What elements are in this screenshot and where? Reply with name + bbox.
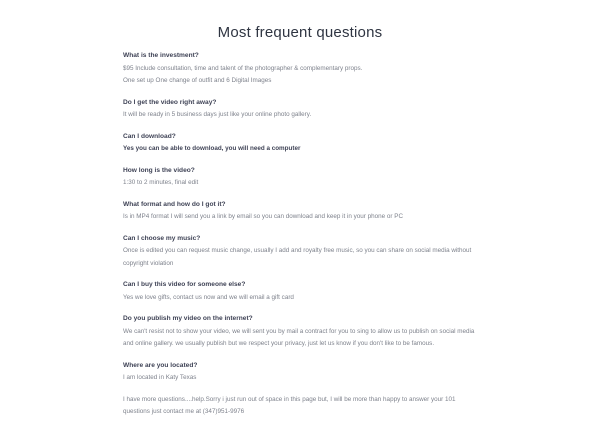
question-heading: What is the investment? xyxy=(123,52,199,59)
answer-text: Is in MP4 format I will send you a link by email so you can download and keep it in your phone or PC xyxy=(123,213,404,220)
answer-text: It will be ready in 5 business days just like your online photo gallery. xyxy=(123,111,312,118)
question-heading: Can I download? xyxy=(123,132,176,140)
faq-item-format xyxy=(123,199,477,224)
answer-text: I am located in Katy Texas xyxy=(123,374,197,381)
answer-text: We can't resist not to show your video, we will sent you by mail a contract for you to sing to allow us to publish on social media and online gallery. we usually publish but we respect your privacy, just let us know if you don't like to be famous. xyxy=(123,327,475,347)
question-heading: Do you publish my video on the internet? xyxy=(123,315,253,322)
closing-note: I have more questions....help.Sorry i just run out of space in this page but, I will be more than happy to answer your 101 questions just contact me at (347)951-9976 xyxy=(123,395,456,415)
faq-item-video-length xyxy=(123,165,477,190)
question-heading: Can I buy this video for someone else? xyxy=(123,281,246,288)
question-heading: Do I get the video right away? xyxy=(123,98,217,106)
faq-list xyxy=(123,50,477,419)
answer-text: Once is edited you can request music change, usually I add and royalty free music, so you can share on social media without copyright violation xyxy=(123,247,472,267)
faq-item-music xyxy=(123,233,477,271)
faq-item-publish xyxy=(123,313,477,351)
answer-text: 1:30 to 2 minutes, final edit xyxy=(123,179,199,186)
faq-item-location xyxy=(123,360,477,385)
question-heading: Can I choose my music? xyxy=(123,234,201,242)
faq-item-gift xyxy=(123,279,477,304)
answer-text: Yes we love gifts, contact us now and we will email a gift card xyxy=(123,293,294,301)
answer-text: Yes you can be able to download, you will need a computer xyxy=(123,145,301,152)
answer-text: $95 Include consultation, time and talent of the photographer & complementary props. xyxy=(123,64,363,72)
faq-item-video-right-away xyxy=(123,97,477,122)
answer-text: One set up One change of outfit and 6 Digital Images xyxy=(123,77,272,84)
page-title: Most frequent questions xyxy=(217,24,383,41)
question-heading: How long is the video? xyxy=(123,166,195,174)
faq-item-download xyxy=(123,131,477,156)
question-heading: What format and how do I got it? xyxy=(123,200,226,208)
question-heading: Where are you located? xyxy=(123,361,198,369)
faq-item-investment xyxy=(123,50,477,88)
